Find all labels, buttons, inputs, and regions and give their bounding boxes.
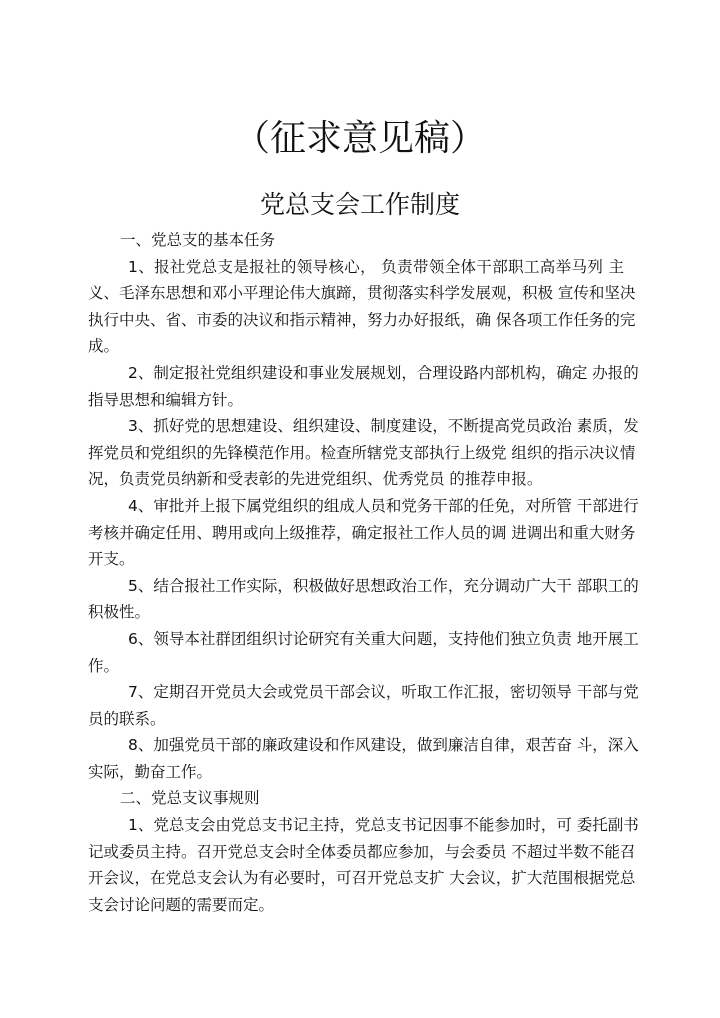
paragraph-line: 开支。 [88,550,135,569]
paragraph-line: 6、领导本社群团组织讨论研究有关重大问题，支持他们独立负责 地开展工 [128,629,639,648]
paragraph-line: 3、抓好党的思想建设、组织建设、制度建设，不断提高党员政治 素质，发 [128,417,639,436]
paragraph-line: 员的联系。 [88,709,166,728]
paragraph-line: 1、报社党总支是报社的领导核心， 负责带领全体干部职工高举马列 主 [128,257,624,276]
document-subtitle: 党总支会工作制度 [259,190,460,219]
document-title: （征求意见稿） [233,118,486,159]
paragraph-line: 8、加强党员干部的廉政建设和作风建设，做到廉洁自律，艰苦奋 斗，深入 [128,736,639,755]
paragraph-line: 2、制定报社党组织建设和事业发展规划，合理设路内部机构，确定 办报的 [128,363,639,382]
paragraph-line: 支会讨论问题的需要而定。 [88,895,275,914]
document-body [88,227,639,918]
paragraph-line: 5、结合报社工作实际，积极做好思想政治工作，充分调动广大干 部职工的 [128,576,639,595]
section-heading: 一、党总支的基本任务 [120,231,276,249]
paragraph-line: 作。 [88,656,120,675]
paragraph-line: 况，负责党员纳新和受表彰的先进党组织、优秀党员 的推荐申报。 [88,470,543,489]
paragraph-line: 考核并确定任用、聘用或向上级推荐，确定报社工作人员的调 进调出和重大财务 [88,523,636,542]
paragraph-line: 指导思想和编辑方针。 [88,390,244,409]
section-heading: 二、党总支议事规则 [120,789,260,808]
paragraph-line: 执行中央、省、市委的决议和指示精神，努力办好报纸，确 保各项工作任务的完 [88,310,636,329]
paragraph-line: 成。 [88,337,120,356]
paragraph-line: 积极性。 [88,603,151,622]
paragraph-line: 挥党员和党组织的先锋模范作用。检查所辖党支部执行上级党 组织的指示决议情 [88,443,636,462]
paragraph-line: 开会议，在党总支会认为有必要时，可召开党总支扩 大会议，扩大范围根据党总 [88,869,636,888]
paragraph-line: 1、党总支会由党总支书记主持，党总支书记因事不能参加时，可 委托副书 [128,816,639,835]
paragraph-line: 7、定期召开党员大会或党员干部会议，听取工作汇报，密切领导 干部与党 [128,683,639,702]
paragraph-line: 4、审批并上报下属党组织的组成人员和党务干部的任免，对所管 干部进行 [128,496,639,515]
paragraph-line: 实际，勤奋工作。 [88,762,213,781]
paragraph-line: 义、毛泽东思想和邓小平理论伟大旗蹄，贯彻落实科学发展观，积极 宣传和坚决 [88,284,636,303]
paragraph-line: 记或委员主持。召开党总支会时全体委员都应参加，与会委员 不超过半数不能召 [88,842,636,861]
